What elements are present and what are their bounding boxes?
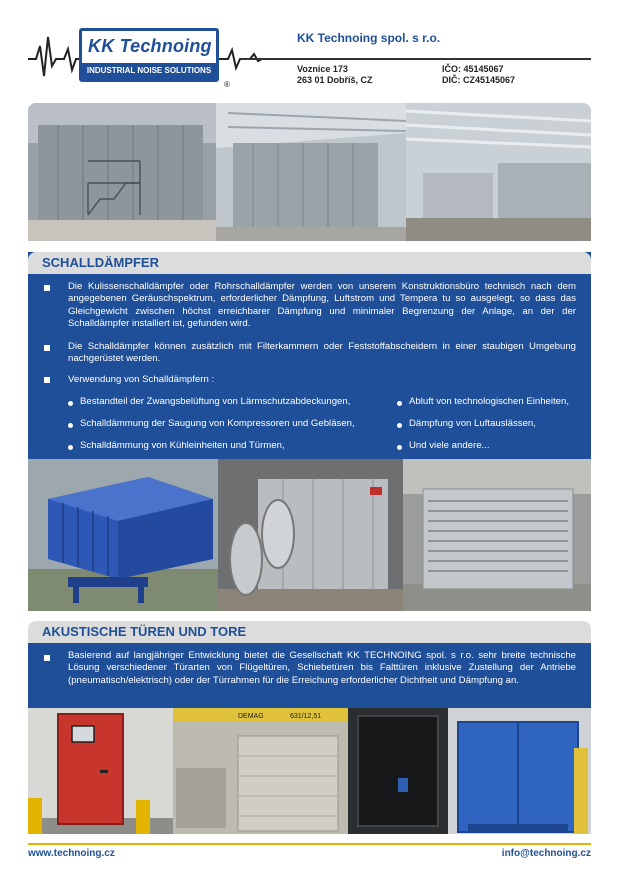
company-name: KK Technoing spol. s r.o.: [297, 31, 441, 45]
logo-title: KK Technoing: [88, 36, 212, 56]
crane-label: DEMAG: [238, 713, 264, 720]
usage-item-right: Abluft von technologischen Einheiten,: [409, 396, 570, 407]
dic-number: DIČ: CZ45145067: [442, 75, 516, 85]
paragraph-doors: Basierend auf langjähriger Entwicklung bietet die Gesellschaft KK TECHNOING spol. s r.o. sehr breite technische Lösung verschiedener Türarten von Flügeltüren, Schiebetüren bis Falttüren inklusive Zustellung der Antriebe (pneumatisch/elektrisch) oder der Türrahmen für die Erreichung erforderlicher Dichtheit und Dämpfung an.: [68, 650, 576, 686]
bullet-square: [44, 655, 50, 661]
header-divider: [240, 58, 591, 60]
bullet-square: [44, 285, 50, 291]
paragraph-design: Die Kulissenschalldämpfer oder Rohrschalldämpfer werden von unserem Konstruktionsbüro technisch nach dem angegebenen Geräuschspektrum, erforderlicher Dämpfung, Luftstrom und Tempera tu so ausgelegt, so dass das Gleichgewicht zwischen höchst erreichbarer Dämpfung und minimaler Begrenzung der Anlage, an der der Schalldämpfer installiert ist, gefunden wird.: [68, 281, 576, 329]
registered-mark: ®: [224, 80, 230, 89]
door-photo-strip: [28, 708, 591, 834]
bullet-dot: [68, 401, 73, 406]
bullet-square: [44, 377, 50, 383]
usage-item-left: Schalldämmung der Saugung von Kompressoren und Gebläsen,: [80, 418, 355, 429]
usage-item-right: Und viele andere...: [409, 440, 490, 451]
email-link[interactable]: info@technoing.cz: [501, 848, 591, 859]
crane-capacity: 631/12,51: [290, 713, 322, 720]
address-street: Voznice 173: [297, 64, 348, 74]
silencer-photo-strip: [28, 459, 591, 611]
address-city: 263 01 Dobříš, CZ: [297, 75, 373, 85]
paragraph-filters: Die Schalldämpfer können zusätzlich mit Filterkammern oder Feststoffabscheidern in einer staubigen Umgebung nachgerüstet werden.: [68, 341, 576, 365]
usage-item-right: Dämpfung von Luftauslässen,: [409, 418, 536, 429]
bullet-dot: [68, 445, 73, 450]
bullet-square: [44, 345, 50, 351]
enclosure-photo-strip: [28, 103, 591, 241]
section-title-schalldaempfer: SCHALLDÄMPFER: [28, 252, 591, 274]
usage-item-left: Bestandteil der Zwangsbelüftung von Lärmschutzabdeckungen,: [80, 396, 351, 407]
logo-subtitle: INDUSTRIAL NOISE SOLUTIONS: [82, 63, 216, 79]
company-logo: [79, 28, 219, 82]
section-title-tueren: AKUSTISCHE TÜREN UND TORE: [28, 621, 591, 643]
usage-item-left: Schalldämmung von Kühleinheiten und Türmen,: [80, 440, 285, 451]
bullet-dot: [397, 445, 402, 450]
website-link[interactable]: www.technoing.cz: [28, 848, 115, 859]
footer-divider: [28, 843, 591, 845]
paragraph-usage-heading: Verwendung von Schalldämpfern :: [68, 374, 215, 385]
bullet-dot: [397, 423, 402, 428]
ico-number: IČO: 45145067: [442, 64, 504, 74]
bullet-dot: [68, 423, 73, 428]
bullet-dot: [397, 401, 402, 406]
